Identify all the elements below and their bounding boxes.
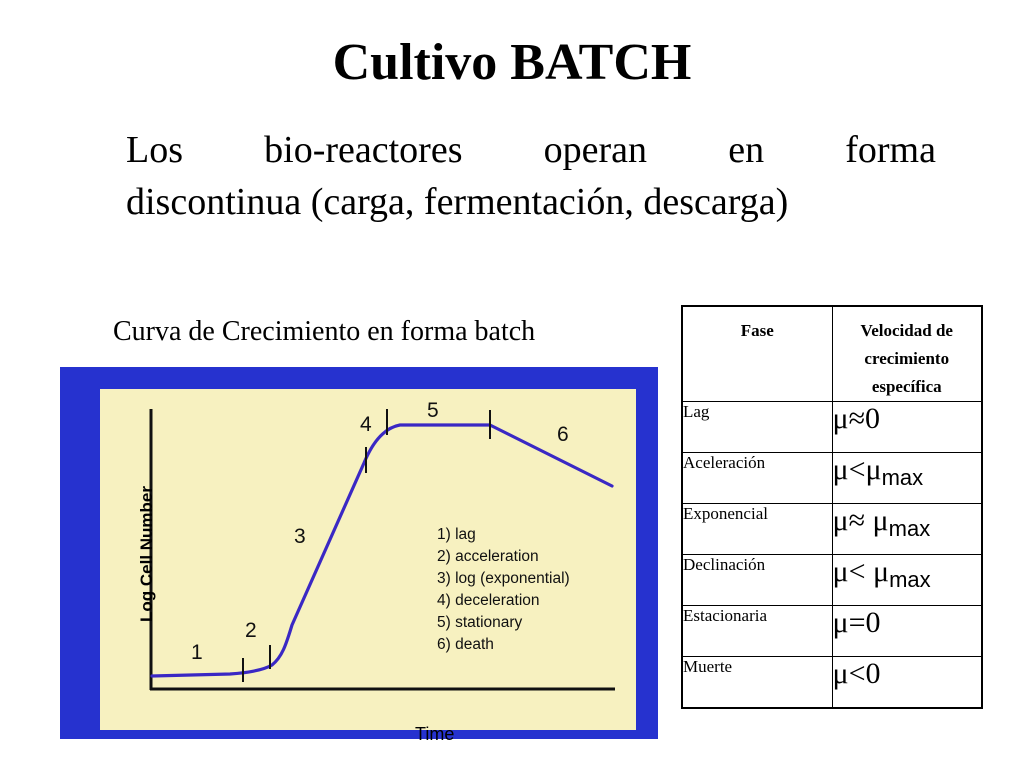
rate-symbol: μ< μ [832,555,890,588]
intro-paragraph [126,124,936,229]
y-axis-label: Log Cell Number [137,485,156,623]
table-row [682,504,982,555]
rate-symbol: μ=0 [832,606,881,639]
legend-item: 5) stationary [437,614,523,631]
rate-cell [832,402,982,453]
rate-symbol: μ≈0 [832,402,881,435]
phase-cell: Exponencial [682,504,832,555]
growth-curve-figure [60,367,658,744]
legend-item: 6) death [437,636,494,653]
phase-label-2: 2 [245,619,257,642]
rate-cell [832,657,982,709]
rate-cell [832,606,982,657]
phase-cell: Lag [682,402,832,453]
growth-rate-table [681,305,983,709]
growth-phase-legend [437,524,570,656]
intro-line-1 [126,124,936,176]
intro-word: en [728,129,765,171]
table-header-row [682,306,982,402]
intro-line-2: discontinua (carga, fermentación, descarga) [126,181,789,224]
rate-cell [832,504,982,555]
column-header-rate: Velocidad de crecimiento específica [832,306,982,402]
rate-cell [832,555,982,606]
slide-title: Cultivo BATCH [332,34,692,91]
phase-label-3: 3 [294,525,306,548]
legend-item: 3) log (exponential) [437,570,570,587]
phase-cell: Estacionaria [682,606,832,657]
x-axis-label: Time [415,724,455,744]
intro-word: operan [543,129,648,171]
phase-cell: Muerte [682,657,832,709]
rate-subscript: max [889,567,931,592]
rate-subscript: max [881,465,924,490]
table-row [682,402,982,453]
rate-symbol: μ≈ μ [832,504,889,537]
rate-symbol: μ<μ [832,453,882,486]
growth-curve-panel [100,389,636,744]
column-header-phase: Fase [682,306,832,402]
legend-item: 4) deceleration [437,592,540,609]
phase-cell: Aceleración [682,453,832,504]
phase-label-4: 4 [360,413,372,436]
rate-symbol: μ<0 [832,657,881,690]
intro-word: forma [845,129,936,171]
legend-item: 1) lag [437,526,476,543]
phase-label-6: 6 [557,423,569,446]
table-row [682,606,982,657]
intro-word: bio-reactores [264,129,463,171]
table-row [682,657,982,709]
rate-subscript: max [888,516,931,541]
phase-label-5: 5 [427,399,439,422]
table-row [682,555,982,606]
intro-word: Los [126,129,183,171]
rate-cell [832,453,982,504]
figure-caption: Curva de Crecimiento en forma batch [113,316,536,347]
phase-label-1: 1 [191,641,203,664]
table-row [682,453,982,504]
legend-item: 2) acceleration [437,548,539,565]
phase-cell: Declinación [682,555,832,606]
